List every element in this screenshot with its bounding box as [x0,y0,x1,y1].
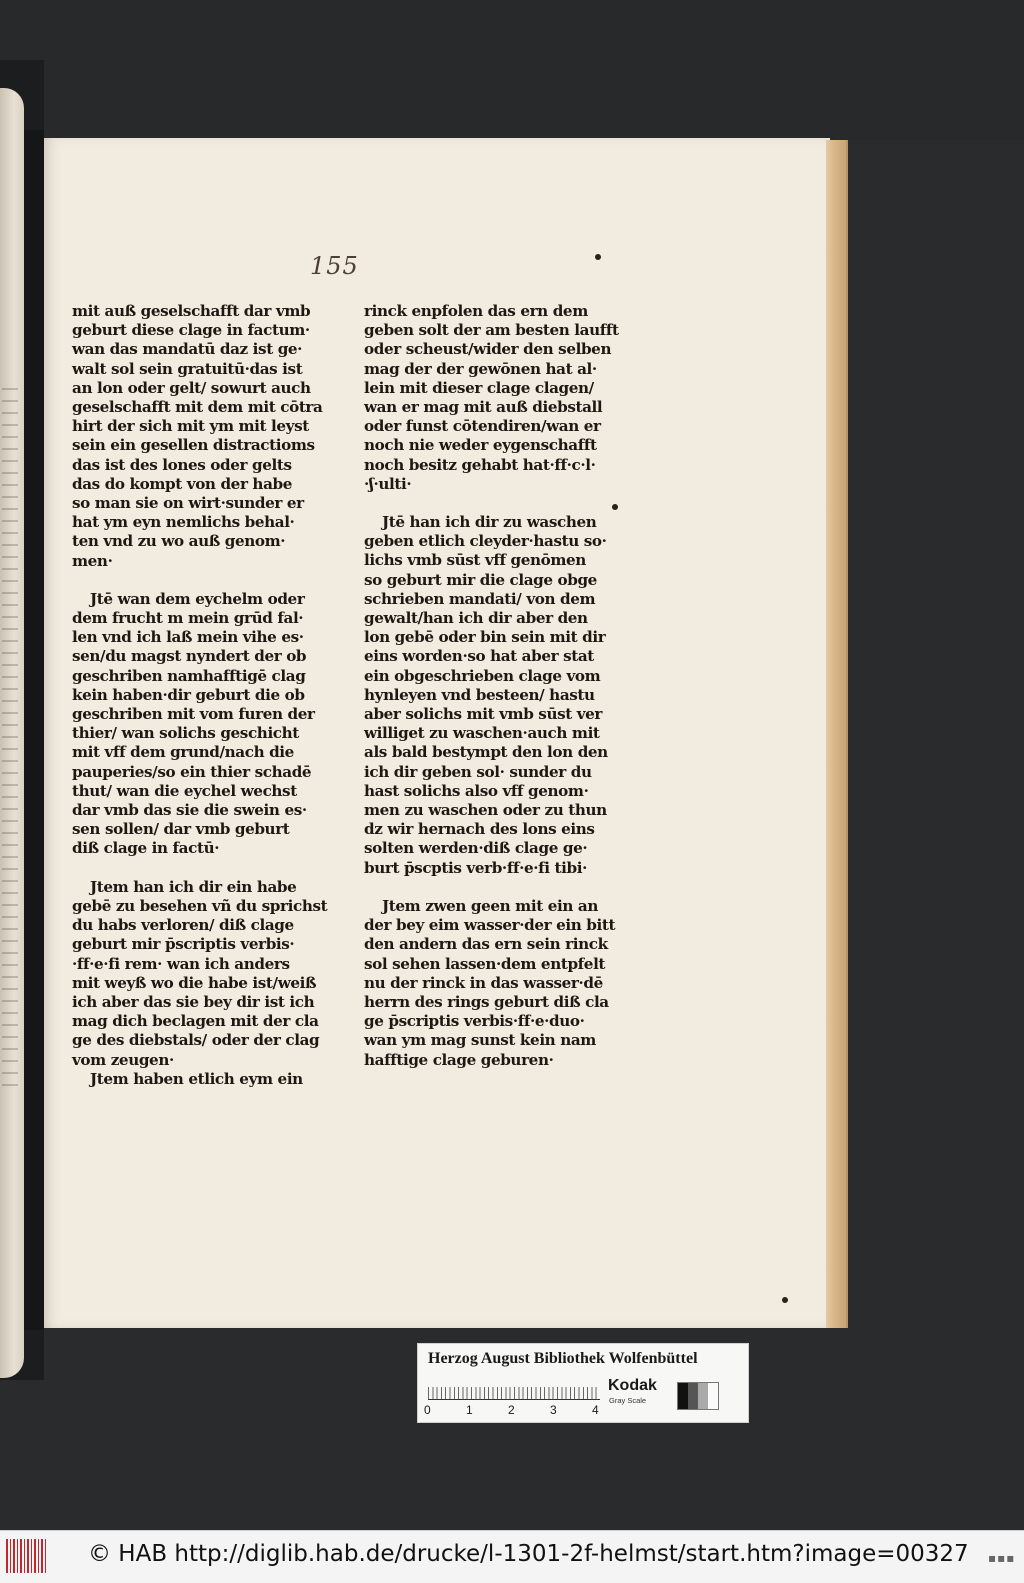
text-paragraph [364,896,616,1070]
text-paragraph [364,302,619,494]
text-paragraph [72,877,328,1070]
text-line: pauperies/so ein thier schadē [72,762,312,781]
text-line: Jtem han ich dir ein habe [90,877,297,896]
text-line: mag der der gewōnen hat al· [364,359,597,378]
text-line: dem frucht m mein grūd fal· [72,609,304,628]
text-line: geben solt der am besten laufft [364,321,619,340]
text-line: ein obgeschrieben clage vom [364,666,601,685]
text-line: geben etlich cleyder·hastu so· [364,532,607,551]
text-line: sein ein gesellen distractioms [72,436,315,455]
text-paragraph [72,589,315,859]
text-paragraph [72,1070,312,1089]
text-line: sen/du magst nyndert der ob [72,647,307,666]
text-line: geselschafft mit dem mit cōtra [72,398,323,417]
text-paragraph [364,513,608,878]
kodak-subtitle: Gray Scale [609,1396,647,1405]
text-line: wan er mag mit auß diebstall [364,398,603,417]
text-line: gewalt/han ich dir aber den [364,609,588,628]
text-line: hynleyen vnd besteen/ hastu [364,685,595,704]
text-line: mit weyß wo die habe ist/weiß [72,973,317,992]
text-line: Jtē wan dem eychelm oder [90,589,305,608]
text-line: so man sie on wirt·sunder er [72,494,304,513]
ruler-number: 3 [550,1403,557,1417]
text-line: ge des diebstals/ oder der clag [72,1031,320,1050]
text-line: ich dir geben sol· sunder du [364,762,592,781]
ruler-number: 1 [466,1403,473,1417]
text-line: geburt mir p̄scriptis verbis· [72,935,295,954]
library-name: Herzog August Bibliothek Wolfenbüttel [428,1350,698,1367]
facing-page-text-lines [2,388,18,1088]
text-line: du habs verloren/ diß clage [72,916,294,935]
text-line: burt p̄scptis verb·ff·e·fi tibi· [364,858,587,877]
text-line: ge p̄scriptis verbis·ff·e·duo· [364,1012,585,1031]
text-line: hat ym eyn nemlichs behal· [72,513,295,532]
text-line: Jtē han ich dir zu waschen [382,513,597,532]
text-line: mag dich beclagen mit der cla [72,1012,319,1031]
source-url[interactable]: © HAB http://diglib.hab.de/drucke/l-1301-2f-helmst/start.htm?image=00327 [88,1541,969,1567]
text-line: Jtem zwen geen mit ein an [382,896,598,915]
text-line: lein mit dieser clage clagen/ [364,378,594,397]
text-line: mit auß geselschafft dar vmb [72,302,311,320]
ruler-number: 0 [424,1403,431,1417]
grayscale-patch [677,1382,719,1410]
text-line: hirt der sich mit ym mit leyst [72,417,309,436]
ink-spot [612,504,618,510]
text-line: ich aber das sie bey dir ist ich [72,992,315,1011]
text-line: thier/ wan solichs geschicht [72,724,299,743]
text-line: sol sehen lassen·dem entpfelt [364,954,606,973]
text-line: diß clage in factū· [72,839,220,858]
text-line: len vnd ich laß mein vihe es· [72,628,304,647]
right-text-column [364,302,619,1070]
text-line: hast solichs also vff genom· [364,781,589,800]
text-line: schrieben mandati/ von dem [364,589,596,608]
text-line: eins worden·so hat aber stat [364,647,594,666]
text-line: geburt diese clage in factum· [72,321,310,340]
text-line: herrn des rings geburt diß cla [364,992,609,1011]
text-line: das ist des lones oder gelts [72,455,292,474]
text-line: wan ym mag sunst kein nam [364,1031,596,1050]
text-line: walt sol sein gratuitū·das ist [72,359,303,378]
text-line: den andern das ern sein rinck [364,935,608,954]
text-line: noch nie weder eygenschafft [364,436,597,455]
hab-logo-icon [6,1539,48,1573]
text-line: vom zeugen· [72,1050,174,1069]
text-line: kein haben·dir geburt die ob [72,685,305,704]
text-line: dar vmb das sie die swein es· [72,801,307,820]
text-line: lichs vmb sūst vff genōmen [364,551,586,570]
text-paragraph [72,302,323,571]
text-line: ·ff·e·fi rem· wan ich anders [72,954,290,973]
text-line: williget zu waschen·auch mit [364,724,600,743]
library-label-card [417,1343,749,1423]
ink-spot [782,1297,788,1303]
text-line: der bey eim wasser·der ein bitt [364,916,616,935]
text-line: das do kompt von der habe [72,474,293,493]
text-line: Jtem haben etlich eym ein [90,1069,303,1088]
page-fore-edge [826,140,848,1328]
text-line: oder funst cōtendiren/wan er [364,417,601,436]
kodak-brand: Kodak [608,1377,657,1394]
text-line: geschriben mit vom furen der [72,705,315,724]
text-line: rinck enpfolen das ern dem [364,302,588,320]
text-line: oder scheust/wider den selben [364,340,612,359]
ruler-number: 4 [592,1403,599,1417]
ink-spot [595,254,601,260]
text-line: wan das mandatū daz ist ge· [72,340,303,359]
text-line: ·ʃ·ulti· [364,474,412,493]
book-gutter [24,130,44,1330]
measurement-ruler [428,1377,600,1400]
more-icon: ▪▪▪ [988,1551,1016,1565]
text-line: geschriben namhafftigē clag [72,666,306,685]
text-line: lon gebē oder bin sein mit dir [364,628,606,647]
text-line: ten vnd zu wo auß genom· [72,532,286,551]
scan-background [0,0,1024,140]
text-line: als bald bestympt den lon den [364,743,608,762]
text-line: so geburt mir die clage obge [364,570,597,589]
text-line: gebē zu besehen vñ du sprichst [72,896,328,915]
text-line: thut/ wan die eychel wechst [72,781,297,800]
text-line: nu der rinck in das wasser·dē [364,973,603,992]
left-text-column [72,302,328,1089]
folio-number: 155 [310,252,359,280]
text-line: mit vff dem grund/nach die [72,743,294,762]
text-line: sen sollen/ dar vmb geburt [72,820,290,839]
text-line: men zu waschen oder zu thun [364,801,607,820]
text-line: noch besitz gehabt hat·ff·c·l· [364,455,596,474]
ruler-number: 2 [508,1403,515,1417]
text-line: men· [72,551,113,570]
facing-page-edge [0,88,24,1378]
ruler-numbers [424,1403,604,1417]
text-line: an lon oder gelt/ sowurt auch [72,378,311,397]
text-line: solten werden·diß clage ge· [364,839,588,858]
text-line: aber solichs mit vmb sūst ver [364,705,603,724]
text-line: hafftige clage geburen· [364,1050,554,1069]
text-line: dz wir hernach des lons eins [364,820,595,839]
footer-bar [0,1530,1024,1583]
